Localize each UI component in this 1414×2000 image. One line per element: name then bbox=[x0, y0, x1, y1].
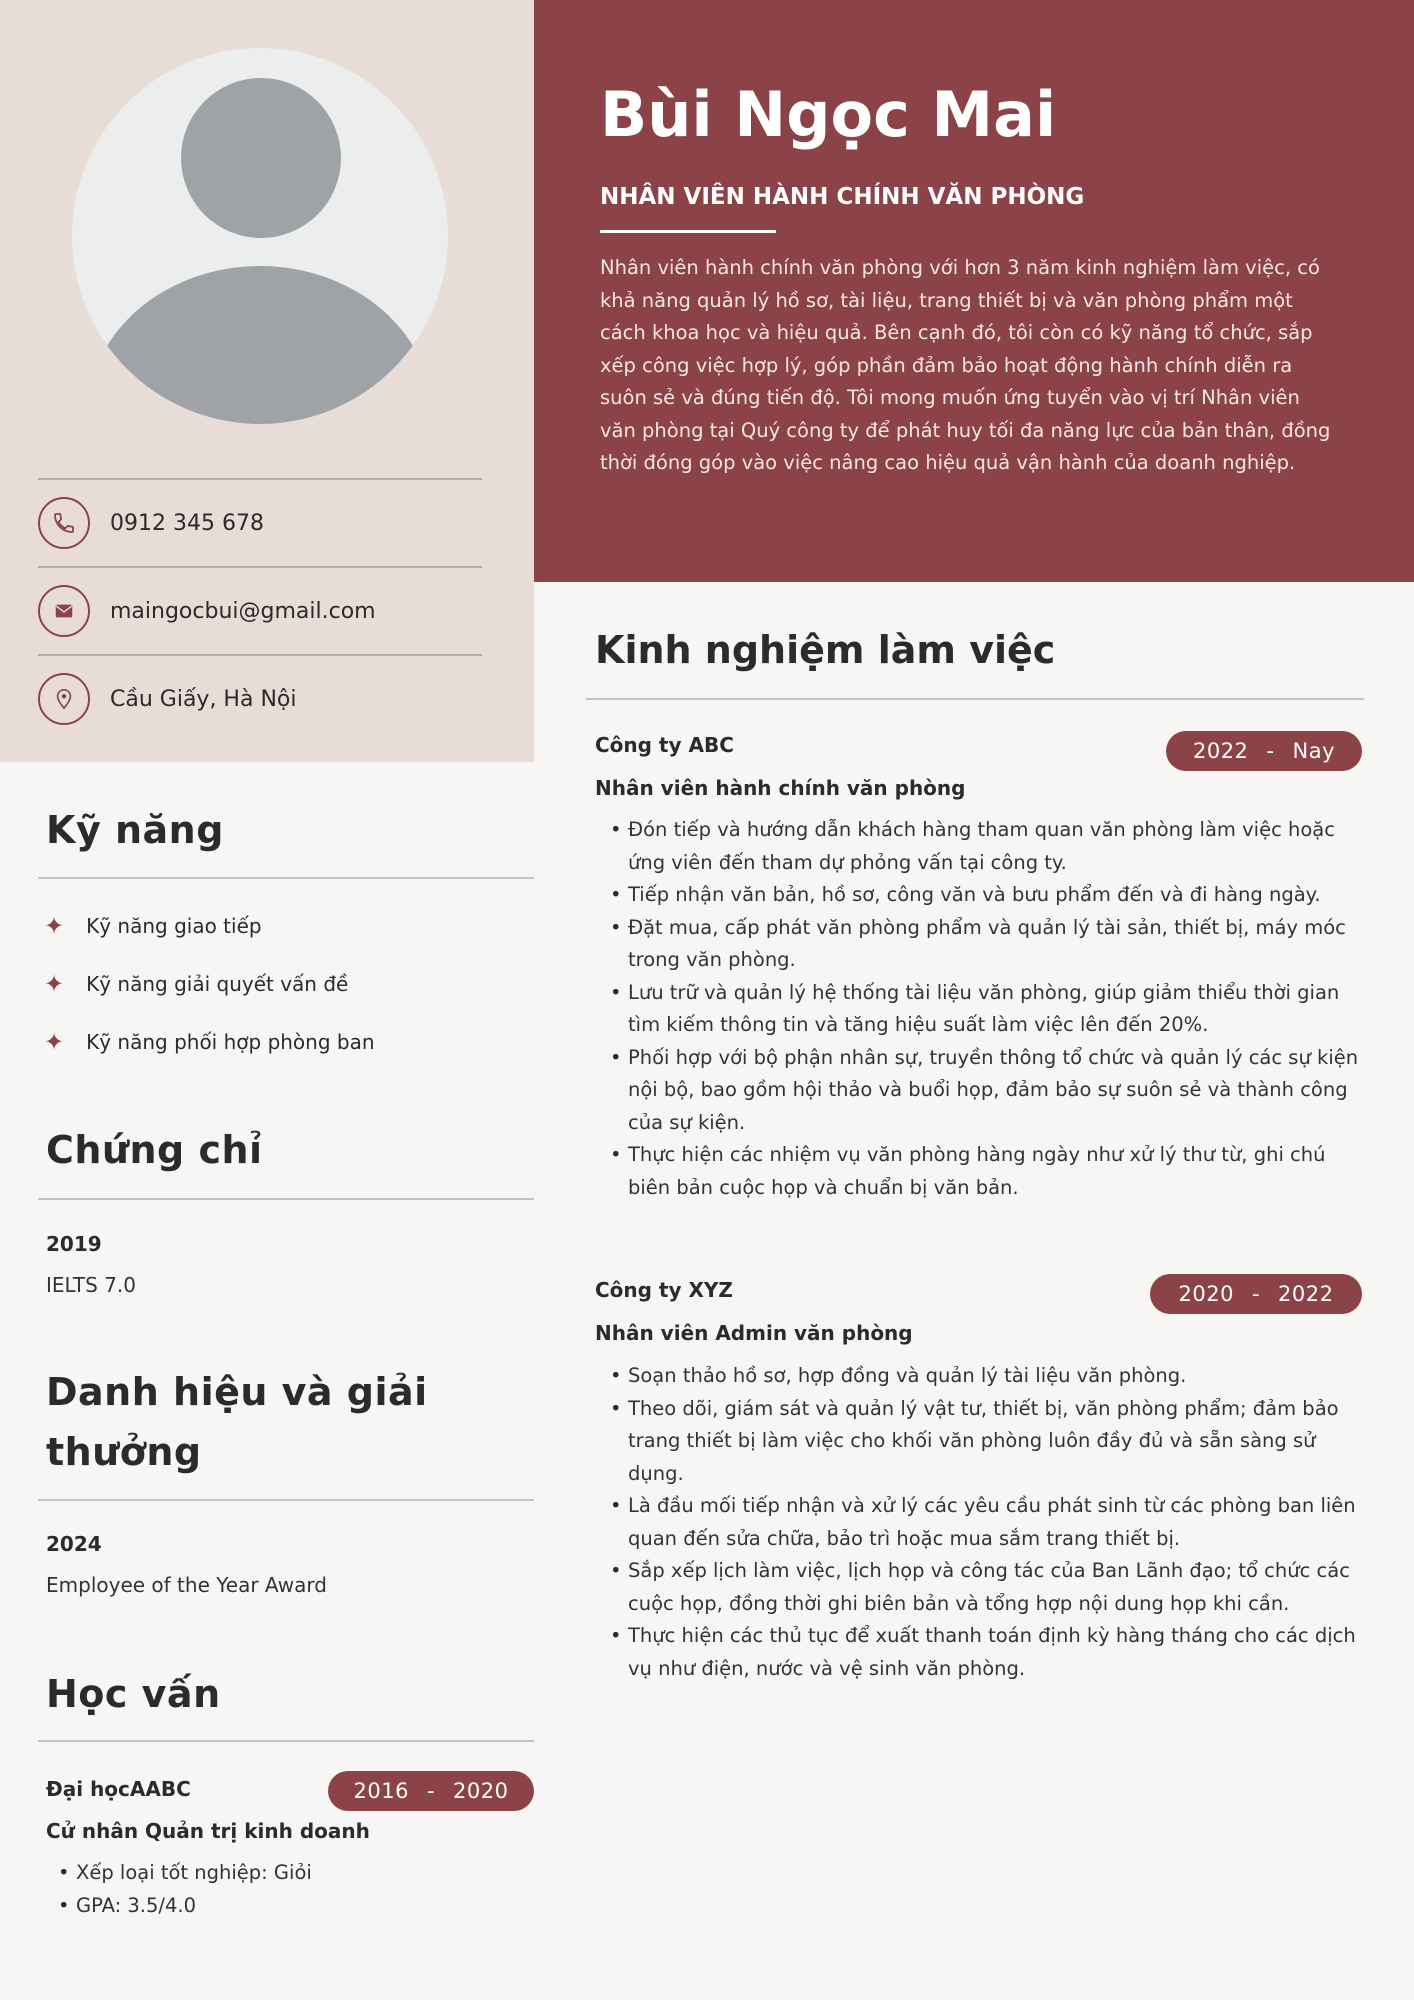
list-item: • Đón tiếp và hướng dẫn khách hàng tham quan văn phòng làm việc hoặc ứng viên đến tham dự phỏng vấn tại công ty. bbox=[608, 814, 1364, 879]
address: Cầu Giấy, Hà Nội bbox=[110, 686, 297, 712]
date-separator: - bbox=[426, 1779, 436, 1803]
education-date-badge bbox=[328, 1771, 534, 1811]
award-year: 2024 bbox=[46, 1532, 102, 1556]
date-separator: - bbox=[1251, 1282, 1261, 1306]
list-item: • GPA: 3.5/4.0 bbox=[56, 1890, 312, 1923]
list-item: • Sắp xếp lịch làm việc, lịch họp và công tác của Ban Lãnh đạo; tổ chức các cuộc họp, đồng thời ghi biên bản và tổng hợp nội dung họp khi cần. bbox=[608, 1555, 1364, 1620]
summary-text: Nhân viên hành chính văn phòng với hơn 3 năm kinh nghiệm làm việc, có khả năng quản lý hồ sơ, tài liệu, trang thiết bị và văn phòng phẩm một cách khoa học và hiệu quả. Bên cạnh đó, tôi còn có kỹ năng tổ chức, sắp xếp công việc hợp lý, góp phần đảm bảo hoạt động hành chính diễn ra suôn sẻ và đúng tiến độ. Tôi mong muốn ứng tuyển vào vị trí Nhân viên văn phòng tại Quý công ty để phát huy tối đa năng lực của bản thân, đồng thời đóng góp vào việc nâng cao hiệu quả vận hành của doanh nghiệp. bbox=[600, 256, 1331, 474]
skill-label: Kỹ năng giao tiếp bbox=[86, 914, 262, 938]
sparkle-icon: ✦ bbox=[44, 912, 65, 940]
title-underline bbox=[600, 230, 776, 233]
job-date-badge bbox=[1166, 731, 1362, 771]
contact-email bbox=[38, 566, 482, 654]
list-item: • Thực hiện các thủ tục để xuất thanh toán định kỳ hàng tháng cho các dịch vụ như điện, nước và vệ sinh văn phòng. bbox=[608, 1620, 1364, 1685]
candidate-name: Bùi Ngọc Mai bbox=[600, 78, 1057, 151]
skill-label: Kỹ năng giải quyết vấn đề bbox=[86, 972, 349, 996]
education-heading: Học vấn bbox=[46, 1672, 221, 1716]
location-pin-icon bbox=[38, 673, 90, 725]
company-name: Công ty XYZ bbox=[595, 1278, 733, 1302]
award-name: Employee of the Year Award bbox=[46, 1573, 327, 1597]
list-item: • Xếp loại tốt nghiệp: Giỏi bbox=[56, 1857, 312, 1890]
contact-address bbox=[38, 654, 482, 742]
list-item: • Theo dõi, giám sát và quản lý vật tư, thiết bị, văn phòng phẩm; đảm bảo trang thiết bị làm việc cho khối văn phòng luôn đầy đủ và sẵn sàng sử dụng. bbox=[608, 1393, 1364, 1491]
list-item: • Tiếp nhận văn bản, hồ sơ, công văn và bưu phẩm đến và đi hàng ngày. bbox=[608, 879, 1364, 912]
date-start: 2020 bbox=[1178, 1282, 1234, 1306]
sparkle-icon: ✦ bbox=[44, 970, 65, 998]
job-title: NHÂN VIÊN HÀNH CHÍNH VĂN PHÒNG bbox=[600, 184, 1085, 210]
degree: Cử nhân Quản trị kinh doanh bbox=[46, 1819, 370, 1843]
skill-item bbox=[44, 1028, 375, 1056]
contact-phone bbox=[38, 478, 482, 566]
awards-heading: Danh hiệu và giải bbox=[46, 1370, 428, 1414]
avatar bbox=[72, 48, 448, 424]
skill-item bbox=[44, 970, 348, 998]
certificate-name: IELTS 7.0 bbox=[46, 1273, 136, 1297]
phone-number: 0912 345 678 bbox=[110, 510, 264, 536]
education-divider bbox=[38, 1740, 534, 1742]
job-tasks bbox=[608, 814, 1364, 1204]
avatar-head bbox=[181, 78, 341, 238]
date-separator: - bbox=[1266, 739, 1275, 763]
job-tasks bbox=[608, 1360, 1364, 1685]
certificates-heading: Chứng chỉ bbox=[46, 1128, 263, 1172]
school-name: Đại họcAABC bbox=[46, 1777, 191, 1801]
date-start: 2016 bbox=[353, 1779, 409, 1803]
list-item: • Lưu trữ và quản lý hệ thống tài liệu văn phòng, giúp giảm thiểu thời gian tìm kiếm thông tin và tăng hiệu suất làm việc lên đến 20%. bbox=[608, 977, 1364, 1042]
email-address: maingocbui@gmail.com bbox=[110, 598, 376, 624]
awards-divider bbox=[38, 1499, 534, 1501]
experience-heading: Kinh nghiệm làm việc bbox=[595, 628, 1056, 672]
job-date-badge bbox=[1150, 1274, 1362, 1314]
list-item: • Đặt mua, cấp phát văn phòng phẩm và quản lý tài sản, thiết bị, máy móc trong văn phòng. bbox=[608, 912, 1364, 977]
job-role: Nhân viên Admin văn phòng bbox=[595, 1321, 913, 1345]
skills-heading: Kỹ năng bbox=[46, 808, 224, 852]
company-name: Công ty ABC bbox=[595, 733, 734, 757]
experience-divider bbox=[586, 698, 1364, 700]
phone-icon bbox=[38, 497, 90, 549]
date-end: 2020 bbox=[453, 1779, 509, 1803]
job-role: Nhân viên hành chính văn phòng bbox=[595, 776, 966, 800]
list-item: • Là đầu mối tiếp nhận và xử lý các yêu cầu phát sinh từ các phòng ban liên quan đến sửa chữa, bảo trì hoặc mua sắm trang thiết bị. bbox=[608, 1490, 1364, 1555]
date-start: 2022 bbox=[1192, 739, 1249, 763]
education-details bbox=[56, 1857, 312, 1922]
skill-item bbox=[44, 912, 262, 940]
certificates-divider bbox=[38, 1198, 534, 1200]
list-item: • Thực hiện các nhiệm vụ văn phòng hàng ngày như xử lý thư từ, ghi chú biên bản cuộc họp và chuẩn bị văn bản. bbox=[608, 1139, 1364, 1204]
skill-label: Kỹ năng phối hợp phòng ban bbox=[86, 1030, 375, 1054]
certificate-year: 2019 bbox=[46, 1232, 102, 1256]
skills-divider bbox=[38, 877, 534, 879]
avatar-body bbox=[87, 266, 433, 424]
list-item: • Phối hợp với bộ phận nhân sự, truyền thông tổ chức và quản lý các sự kiện nội bộ, bao gồm hội thảo và buổi họp, đảm bảo sự suôn sẻ và thành công của sự kiện. bbox=[608, 1042, 1364, 1140]
list-item: • Soạn thảo hồ sơ, hợp đồng và quản lý tài liệu văn phòng. bbox=[608, 1360, 1364, 1393]
awards-heading-cont: thưởng bbox=[46, 1430, 202, 1474]
sparkle-icon: ✦ bbox=[44, 1028, 65, 1056]
date-end: Nay bbox=[1292, 739, 1336, 763]
date-end: 2022 bbox=[1278, 1282, 1334, 1306]
envelope-icon bbox=[38, 585, 90, 637]
